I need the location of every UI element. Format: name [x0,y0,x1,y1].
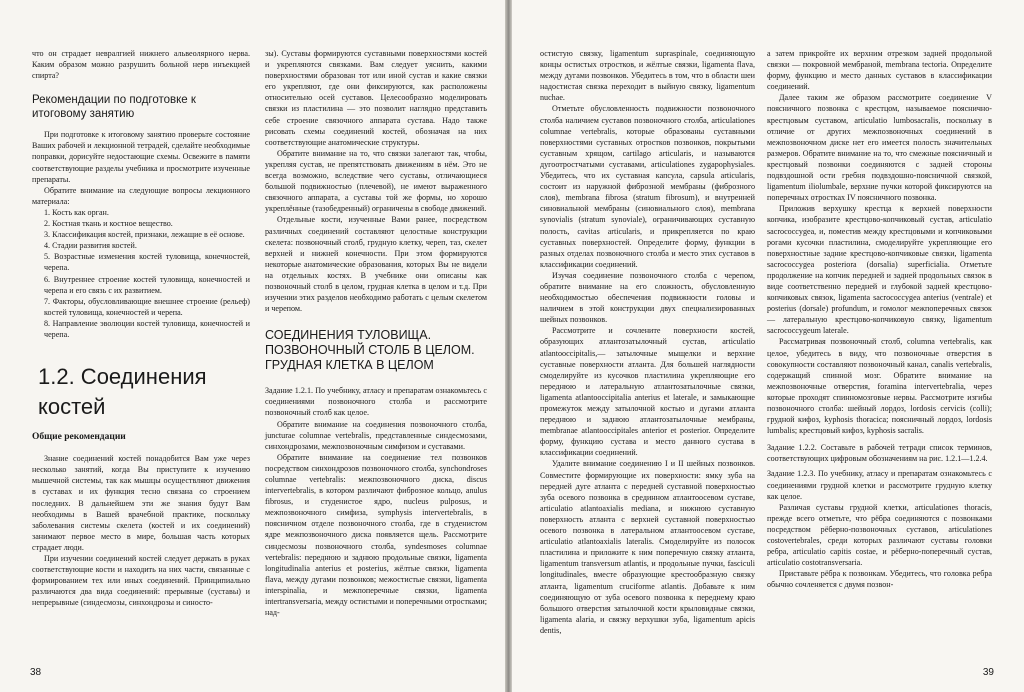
list-item: 1. Кость как орган. [44,207,109,217]
paragraph: Рассмотрите и сочлените поверхности костей, образующих атлантозатылочный сустав, articulatio atlantooccipitalis,— затылочные мыщелки и верхние суставные поверхности атланта. Для большей наглядности смоделируйте из кусочков пластилина укрепляющие его переднюю и латеральную атлантозатылочные связки, ligamenta atlantooccipitalia anterius et laterale, и замыкающие промежуток между затылочной костью и дугами атланта переднюю и заднюю атлантозатылочные мембраны, membranae atlantooccipitales anterior et posterior. Определите форму, функцию сустава и место данного сустава в классификации соединений. [540,326,755,458]
list-item: 3. Классификация костей, признаки, лежащие в её основе. [44,230,245,240]
paragraph: Приложив верхушку крестца к верхней поверхности копчика, изобразите крестцово-копчиковый сустав, articulatio sacrococcygea, и, поместив между крестцовыми и копчиковыми рогами кусочки пластилина, смоделируйте укрепляющие его поверхностные задние крестцово-копчиковые связки, ligamenta sacrococcygea posteriora (dorsalia) superficialia. Отметьте продолжение на копчик передней и задней продольных связок в виде соответственно передней и глубокой задней крестцово-копчиковых связок, ligamenta sacrococcygea anterius (ventrale) et posterius (dorsale) profundum, и гомолог межпоперечных связок — латеральную крестцово-копчиковую связку, ligamentum sacrococcygeum laterale. [767,204,992,336]
task: Задание 1.2.2. Составьте в рабочей тетради список терминов, соответствующих цифровым обозначениям на рис. 1.2.1—1.2.4. [767,443,992,464]
paragraph: а затем прикройте их верхним отрезком задней продольной связки — покровной мембраной, membrana tectoria. Определите форму, функцию и место данных суставов в классификации соединений. [767,49,992,92]
left-column-2 [265,48,487,618]
task: Задание 1.2.1. По учебнику, атласу и препаратам ознакомьтесь с соединениями позвоночного столба и рассмотрите позвоночный столб как целое. [265,386,487,418]
section-title: СОЕДИНЕНИЯ ТУЛОВИЩА. ПОЗВОНОЧНЫЙ СТОЛБ В ЦЕЛОМ. ГРУДНАЯ КЛЕТКА В ЦЕЛОМ [265,328,475,373]
task: Задание 1.2.3. По учебнику, атласу и препаратам ознакомьтесь с соединениями грудной клетки и рассмотрите грудную клетку как целое. [767,469,992,501]
paragraph: Рассматривая позвоночный столб, columna vertebralis, как целое, убедитесь в виду, что позвоночные отверстия в совокупности составляют позвоночный канал, canalis vertebralis, содержащий спинной мозг. Обратите внимание на межпозвоночные отверстия, foramina intervertebralia, через которые проходят спинномозговые нервы. Рассмотрите изгибы позвоночного столба: шейный лордоз, lordosis cervicis (colli); грудной кифоз, kyphosis thoracica; поясничный лордоз, lordosis lumbalis; крестцовый кифоз, kyphosis sacralis. [767,337,992,436]
paragraph: Отдельные кости, изученные Вами ранее, посредством различных соединений составляют целостные конструкции скелета: позвоночный столб, грудную клетку, череп, таз, скелет верхней и нижней конечности. При этом формируются некоторые анатомические образования, которых Вы не видели на отдельных костях. В учебнике они описаны как позвоночный столб в целом, грудная клетка в целом и т.д. При изучении этих разделов необходимо работать с целым скелетом и черепом. [265,215,487,314]
paragraph: остистую связку, ligamentum supraspinale, соединяющую концы остистых отростков, и жёлтые связки, ligamenta flava, между дугами позвонков. Убедитесь в том, что в области шеи надостистая связка переходит в выйную связку, ligamentum nuchae. [540,49,755,103]
list-item: 5. Возрастные изменения костей туловища, конечностей, черепа. [44,252,250,273]
paragraph: Обратите внимание на соединение тел позвонков посредством синхондрозов позвоночного столба, synchondroses columnae vertebralis: межпозвоночного диска, discus intervertebralis, в котором различают фиброзное кольцо, anulus fibrosus, и студенистое ядро, nucleus pulposus, и межпозвоночного симфиза, symphysis intervertebralis, в поясничном отделе позвоночного столба, где в студенистом ядре межпозвоночного диска появляется щель. Рассмотрите синдесмозы позвоночного столба, syndesmoses columnae vertebralis: переднюю и заднюю продольные связки, ligamenta longitudinalia anterius et posterius, жёлтые связки, ligamenta flava, между дугами позвонков; межостистые связки, ligamenta interspinalia, и межпоперечные связки, ligamenta intertransversaria, между остистыми и поперечными отростками; над- [265,452,487,618]
paragraph: Обратите внимание на следующие вопросы лекционного материала: [32,185,250,206]
paragraph: Обратите внимание на соединения позвоночного столба, juncturae columnae vertebralis, представленные синдесмозами, синхондрозами, межпозвоночным симфизом и суставами. [265,419,487,451]
list-item: 4. Стадии развития костей. [44,241,137,251]
paragraph: Удалите внимание соединению I и II шейных позвонков. Совместите формирующие их поверхности: ямку зуба на передней дуге атланта с передней суставной поверхностью зуба осевого позвонка в срединном атлантоосевом суставе, articulatio atlantoaxialis mediana, и нижнюю суставную поверхность атланта с верхней суставной поверхностью осевого позвонка в латеральном атлантоосевом суставе, articulatio atlantoaxialis lateralis. Смоделируйте из полосок пластилина и приложите к ним поперечную связку атланта, ligamentum transversum atlantis, и продольные пучки, fasciculi longitudinales, вместе образующие крестообразную связку атланта, ligamentum cruciforme atlantis. Добавьте к ним соединяющую от зуба осевого позвонка к переднему краю большого отверстия затылочной кости крыловидные связки, ligamenta alaria, и связку верхушки зуба, ligamentum apicis dentis, [540,459,755,635]
right-column-2 [767,48,992,591]
book-gutter [505,0,512,692]
list-item: 2. Костная ткань и костное вещество. [44,219,173,229]
paragraph: При изучении соединений костей следует держать в руках соответствующие кости и находить на них части, связанные с формированием тех или иных соединений. Принципиально различаются два вида соединений: прерывные (суставы) и непрерывные (синдесмозы, синхондрозы и синосто- [32,554,250,608]
right-column-1 [540,48,755,636]
left-page [0,0,505,692]
left-column-1 [32,48,250,608]
paragraph: Обратите внимание на то, что связки залегают так, чтобы, укрепляя сустав, не препятствовать движениям в нём. Это не всегда возможно, вследствие чего суставы, отличающиеся большой подвижностью (плечевой), не имеют выраженного связочного аппарата, а суставы той же формы, но хорошо укреплённые (тазобедренный) ограничены в свободе движений. [265,148,487,214]
paragraph: Далее таким же образом рассмотрите соединение V поясничного позвонка с крестцом, называемое пояснично-крестцовым суставом, articulatio lumbosacralis, поскольку в отличие от других межпозвоночных соединений в межпозвоночном диске нет его имеется полость значительных размеров. Обратите внимание на то, что смежные поясничный и крестцовый позвонки соединяются с задней стороны подвздошной ости гребня подвздошно-поясничной связкой, ligamentum iliolumbale, верхние пучки которой фиксируются на поперечных отростках IV поясничного позвонка. [767,93,992,203]
paragraph: Отметьте обусловленность подвижности позвоночного столба наличием суставов позвоночного столба, articulationes columnae vertebralis, которые образованы суставными поверхностями суставных отростков позвонков, покрытыми суставным хрящом, cartilago articularis, и называются дугоотростчатыми суставами, articulationes zygapophysiales. Убедитесь, что их суставная капсула, capsula articularis, состоит из наружной фиброзной мембраны (фиброзного слоя), membrana fibrosa (stratum fibrosum), и внутренней синовиальной мембраны (синовиального слоя), membrana synovialis (stratum synoviale), ограничивающих суставную полость, cavitas articularis, и прикрепляется по краю суставных поверхностей. Определите форму, функции в разных отделах позвоночного столба и место этих суставов в классификации соединений. [540,104,755,269]
section-heading: Рекомендации по подготовке к итоговому занятию [32,94,196,121]
paragraph: При подготовке к итоговому занятию проверьте состояние Ваших рабочей и лекционной тетрадей, сделайте необходимые поправки, дорисуйте недостающие схемы. Освежите в памяти соответствующие разделы учебника и просмотрите изученные препараты. [32,130,250,184]
paragraph: Приставьте рёбра к позвонкам. Убедитесь, что головка ребра обычно сочленяется с двумя позвон- [767,569,992,590]
paragraph: Изучая соединение позвоночного столба с черепом, обратите внимание на его сложность, обусловленную необходимостью обеспечения подвижности головы и наличием в этой конструкции двух специализированных шейных позвонков. [540,270,755,325]
page-number-left: 38 [30,667,42,678]
subheading: Общие рекомендации [32,432,126,443]
page-number-right: 39 [982,667,994,678]
list-item: 7. Факторы, обусловливающие внешнее строение (рельеф) костей туловища, конечностей и черепа. [44,296,250,317]
right-page [512,0,1024,692]
paragraph: Знание соединений костей понадобится Вам уже через несколько занятий, когда Вы приступите к изучению мышечной системы, так как мышцы осуществляют движения в суставах и их функция тесно связана со строением последних. В дальнейшем эти же знания будут Вам необходимы в Вашей врачебной практике, поскольку заболевания системы скелета (костей и их соединений) занимают первое место в мире, большая часть которых страдает люди. [32,454,250,552]
paragraph: зы). Суставы формируются суставными поверхностями костей и укрепляются связками. Вам следует уяснить, какими поверхностями образован тот или иной сустав и какие связки его укрепляют, где они фиксируются, как расположены относительно осей суставов. Целесообразно моделировать связки из пластилина — это позволит наглядно представить себе строение связочного аппарата сустава. Надо также рисовать схемы соединений костей, обозначая на них соответствующие анатомические структуры. [265,49,487,147]
list-item: 6. Внутреннее строение костей туловища, конечностей и черепа и его связь с их развитием. [44,274,250,295]
chapter-title: 1.2. Соединения костей [38,364,207,420]
list-item: 8. Направление эволюции костей туловища, конечностей и черепа. [44,318,250,339]
intro-text: что он страдает невралгией нижнего альвеолярного нерва. Каким образом можно разрушить больной нерв инъекцией спирта? [32,49,250,81]
paragraph: Различая суставы грудной клетки, articulationes thoracis, прежде всего отметьте, что рёбра соединяются с позвонками посредством рёберно-позвоночных суставов, articulationes costovertebrales, среди которых различают суставы головки ребра, articulatio capitis costae, и рёберно-поперечный сустав, articulatio costotransversaria. [767,502,992,568]
